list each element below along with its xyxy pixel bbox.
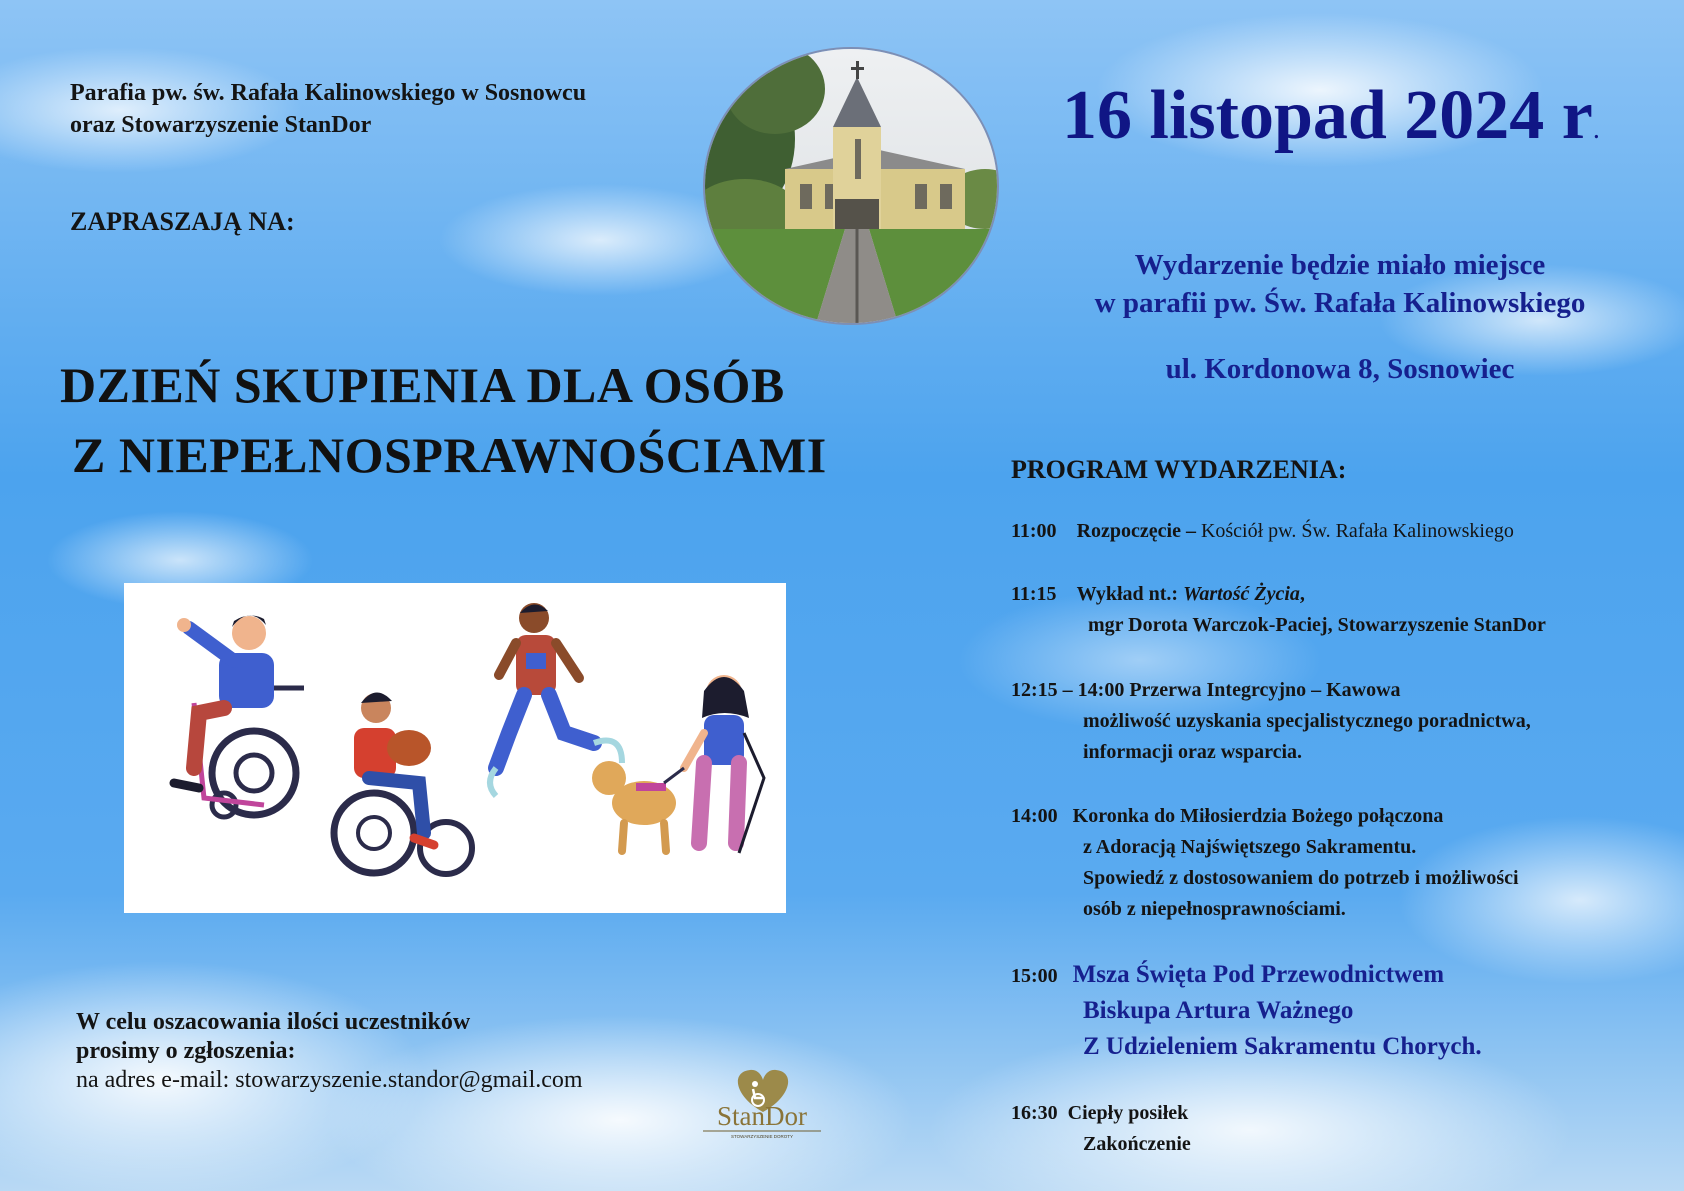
program-item-5 [1011, 957, 1671, 1065]
standor-logo-graphic [695, 1062, 830, 1142]
program-item-2-line-2: mgr Dorota Warczok-Paciej, Stowarzyszenie StanDor [1088, 614, 1546, 636]
program-item-2-comma: , [1299, 583, 1305, 605]
program-item-3-line-3: informacji oraz wsparcia. [1083, 741, 1303, 763]
program-item-2-time: 11:15 [1011, 583, 1057, 605]
program-item-5-title: Msza Święta Pod Przewodnictwem [1072, 961, 1445, 988]
program-item-4-title: Koronka do Miłosierdzia Bożego połączona [1072, 805, 1444, 827]
program-item-2 [1011, 579, 1671, 641]
event-title-line-2: Z NIEPEŁNOSPRAWNOŚCIAMI [72, 427, 827, 483]
program-item-2-title: Wykład nt.: [1076, 583, 1184, 605]
venue-line-1: Wydarzenie będzie miało miejsce [1134, 249, 1546, 281]
signup-block [76, 1008, 583, 1095]
event-title-line-1: DZIEŃ SKUPIENIA DLA OSÓB [60, 357, 785, 413]
program-item-2-topic: Wartość Życia [1183, 583, 1300, 605]
program-item-3-title: Przerwa Integrcyjno – Kawowa [1124, 679, 1401, 701]
program-item-6-title: Ciepły posiłek [1067, 1102, 1189, 1124]
signup-line-2: prosimy o zgłoszenia: [76, 1038, 296, 1064]
church-illustration [705, 49, 999, 325]
program-item-3-time: 12:15 – 14:00 [1011, 679, 1125, 701]
program-item-4-line-2: z Adoracją Najświętszego Sakramentu. [1083, 836, 1417, 858]
church-photo [703, 47, 999, 325]
program-item-1-time: 11:00 [1011, 520, 1057, 542]
program-item-4 [1011, 801, 1671, 925]
disability-illustration [124, 583, 786, 913]
event-date-main: 16 listopad 2024 r [1062, 77, 1593, 154]
venue-line-2: w parafii pw. Św. Rafała Kalinowskiego [1094, 287, 1586, 319]
logo-name-text: StanDor [717, 1101, 807, 1131]
program-item-6-line-2: Zakończenie [1083, 1133, 1191, 1155]
venue-address: ul. Kordonowa 8, Sosnowiec [1165, 353, 1515, 385]
program-item-6-time: 16:30 [1011, 1102, 1058, 1124]
people-illustration [124, 583, 786, 913]
program-item-4-line-3: Spowiedź z dostosowaniem do potrzeb i możliwości [1083, 867, 1519, 889]
logo-tagline-text: STOWARZYSZENIE DOROTY [730, 1134, 794, 1139]
venue-block [1010, 246, 1670, 322]
signup-line-1: W celu oszacowania ilości uczestników [76, 1009, 471, 1035]
program-item-1 [1011, 516, 1671, 547]
event-date [1062, 76, 1600, 156]
organizers-line-2: oraz Stowarzyszenie StanDor [70, 112, 372, 138]
organizers-line-1: Parafia pw. św. Rafała Kalinowskiego w Sosnowcu [70, 80, 587, 106]
invite-heading: ZAPRASZAJĄ NA: [70, 207, 295, 236]
wheelchair-boy-figure [334, 692, 472, 874]
program-item-1-title: Rozpoczęcie – [1076, 520, 1196, 542]
program-item-5-line-3: Z Udzieleniem Sakramentu Chorych. [1083, 1033, 1482, 1060]
program-item-4-line-4: osób z niepełnosprawnościami. [1083, 898, 1346, 920]
organizers-block [70, 77, 586, 141]
event-title [60, 350, 960, 490]
program-item-5-time: 15:00 [1011, 965, 1058, 987]
program-item-4-time: 14:00 [1011, 805, 1058, 827]
blind-woman-with-dog-figure [592, 675, 764, 853]
program-item-6 [1011, 1098, 1671, 1160]
wheelchair-man-figure [174, 615, 304, 817]
program-item-1-desc: Kościół pw. Św. Rafała Kalinowskiego [1195, 520, 1514, 542]
event-date-suffix: . [1592, 114, 1600, 145]
program-item-3-line-2: możliwość uzyskania specjalistycznego poradnictwa, [1083, 710, 1531, 732]
program-item-3 [1011, 675, 1671, 768]
signup-email-line[interactable]: na adres e-mail: stowarzyszenie.standor@gmail.com [76, 1067, 583, 1093]
program-heading: PROGRAM WYDARZENIA: [1011, 455, 1347, 484]
standor-logo [695, 1062, 830, 1142]
program-item-5-line-2: Biskupa Artura Ważnego [1083, 997, 1354, 1024]
